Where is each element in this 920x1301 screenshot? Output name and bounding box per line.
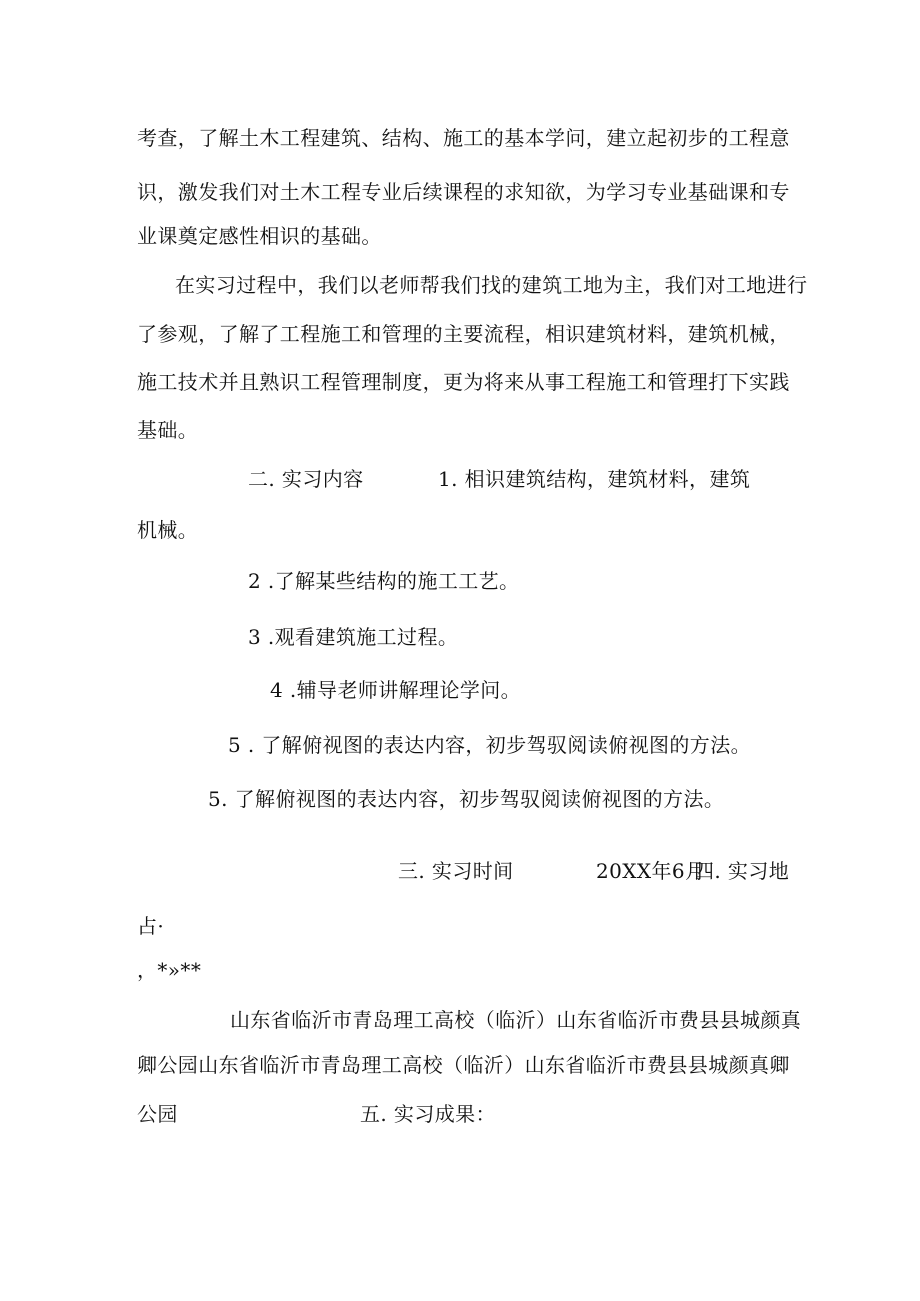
paragraph1-line2: 识，激发我们对土木工程专业后续课程的求知欲，为学习专业基础课和专 [137,180,790,204]
section3-heading: 三. 实习时间 [398,859,514,883]
locations-line2: 卿公园山东省临沂市青岛理工高校（临沂）山东省临沂市费县县城颜真卿 [137,1053,790,1077]
section2-item1-part2: 机械。 [137,518,199,542]
section4-heading: 四. 实习地 [694,859,790,883]
paragraph2-line3: 施工技术并且熟识工程管理制度，更为将来从事工程施工和管理打下实践 [137,370,790,394]
section4-heading-continued: 占· [137,914,165,938]
locations-line3: 公园 [137,1102,178,1126]
section2-item2: 2 .了解某些结构的施工工艺。 [248,569,520,593]
paragraph2-line1: 在实习过程中，我们以老师帮我们找的建筑工地为主，我们对工地进行 [175,273,808,297]
section2-item1-part1: 1. 相识建筑结构，建筑材料，建筑 [438,467,751,491]
section3-time-value: 20XX年6月 [596,859,706,883]
section5-heading: 五. 实习成果： [360,1102,496,1126]
garbled-text: ，*»** [137,958,202,982]
section2-heading: 二. 实习内容 [248,467,364,491]
section2-item5b: 5. 了解俯视图的表达内容，初步驾驭阅读俯视图的方法。 [208,787,725,811]
section2-item5a: 5 . 了解俯视图的表达内容，初步驾驭阅读俯视图的方法。 [228,733,751,757]
paragraph1-line1: 考查，了解土木工程建筑、结构、施工的基本学问，建立起初步的工程意 [137,126,790,150]
paragraph1-line3: 业课奠定感性相识的基础。 [137,224,382,248]
section2-item4: 4 .辅导老师讲解理论学问。 [270,678,522,702]
section2-item3: 3 .观看建筑施工过程。 [248,625,459,649]
paragraph2-line2: 了参观，了解了工程施工和管理的主要流程，相识建筑材料，建筑机械， [137,322,790,346]
paragraph2-line4: 基础。 [137,418,199,442]
locations-line1: 山东省临沂市青岛理工高校（临沂）山东省临沂市费县县城颜真 [230,1008,802,1032]
